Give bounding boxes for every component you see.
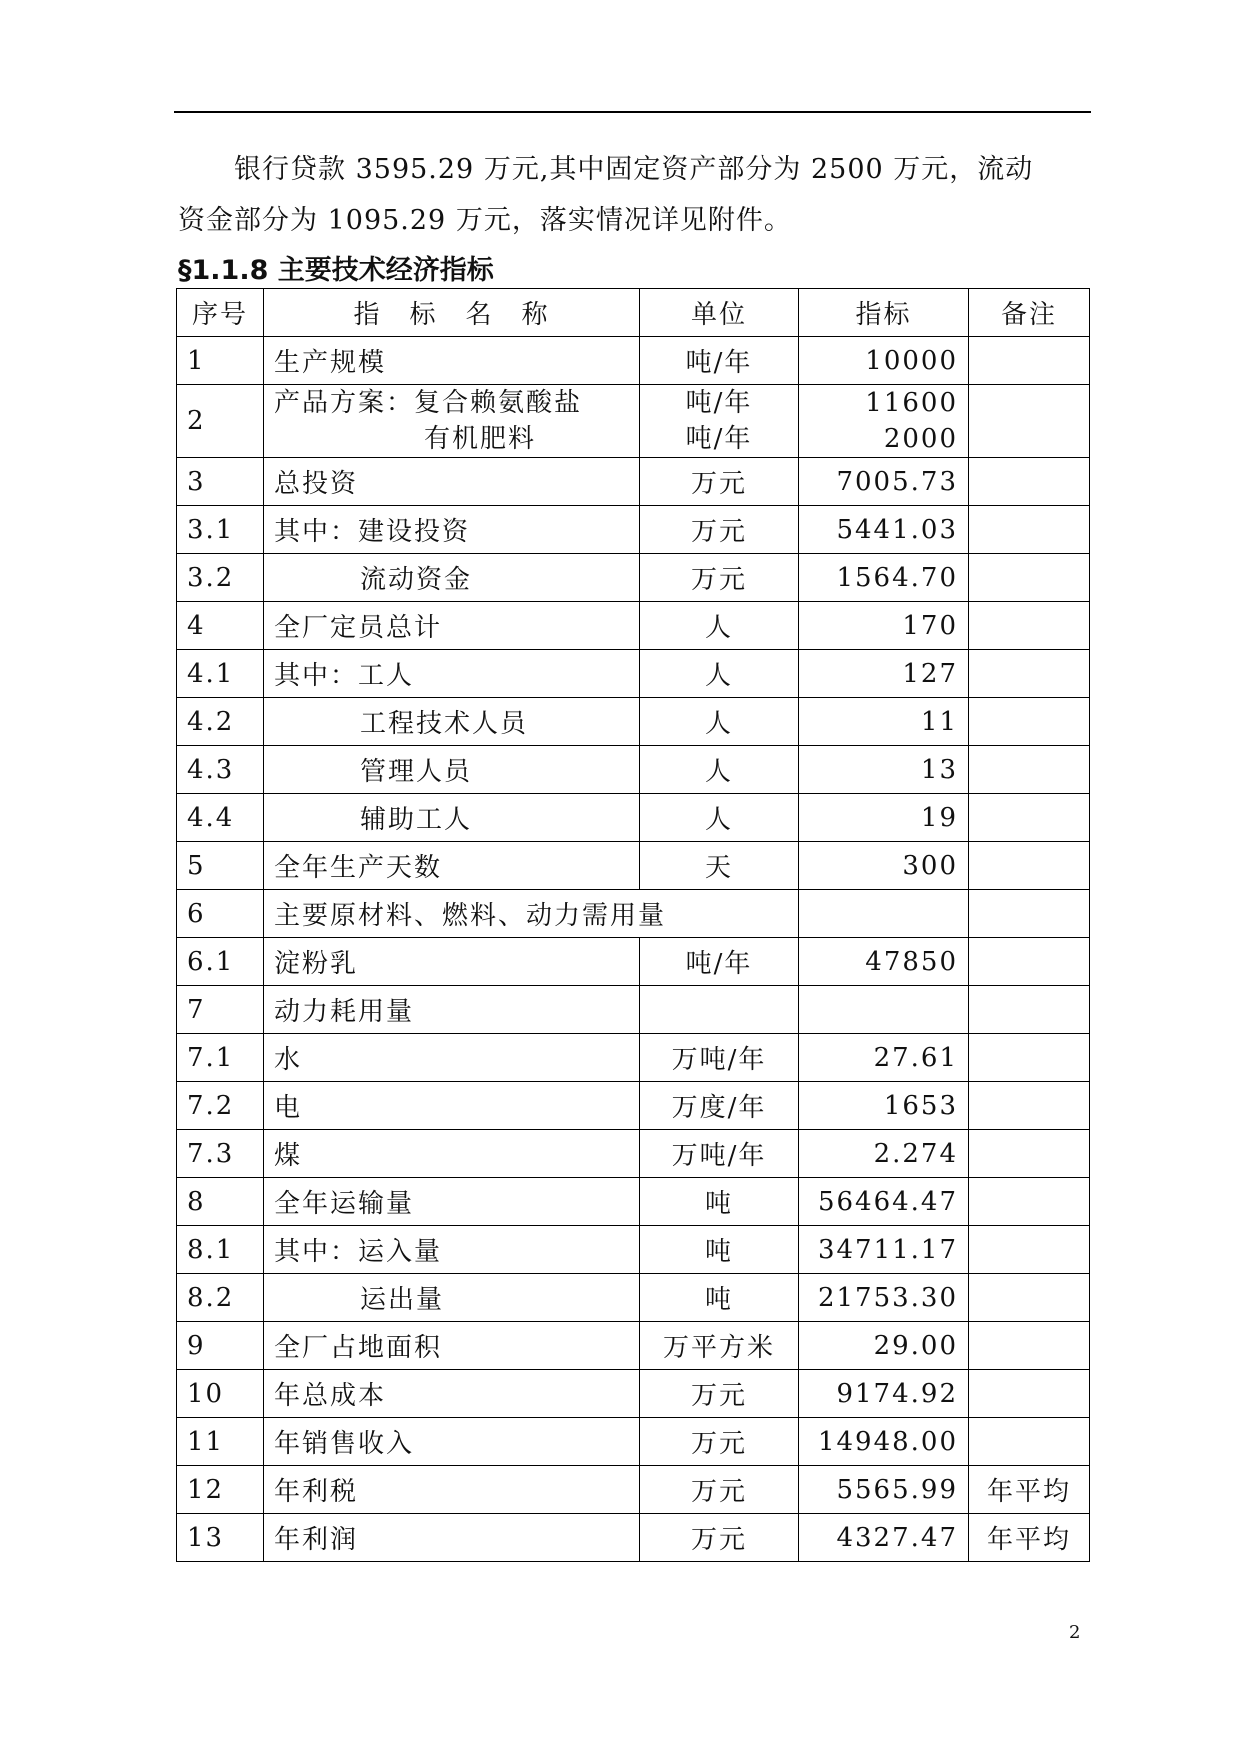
row-value: 56464.47 xyxy=(799,1178,969,1226)
row-name: 年利税 xyxy=(264,1466,640,1514)
row-unit xyxy=(640,385,799,458)
row-unit: 万吨/年 xyxy=(640,1034,799,1082)
table-row xyxy=(177,698,1090,746)
row-name: 辅助工人 xyxy=(264,794,640,842)
row-unit: 万平方米 xyxy=(640,1322,799,1370)
row-name: 煤 xyxy=(264,1130,640,1178)
row-value: 10000 xyxy=(799,337,969,385)
row-value xyxy=(799,986,969,1034)
row-note xyxy=(969,506,1090,554)
row-unit: 人 xyxy=(640,794,799,842)
table-row xyxy=(177,842,1090,890)
row-name: 运出量 xyxy=(264,1274,640,1322)
row-name: 流动资金 xyxy=(264,554,640,602)
intro-paragraph xyxy=(178,144,1093,246)
row-no: 7.3 xyxy=(177,1130,264,1178)
header-value: 指标 xyxy=(799,289,969,337)
row-unit: 吨/年 xyxy=(640,938,799,986)
row-value-line-2: 2000 xyxy=(883,424,958,454)
table-row xyxy=(177,890,1090,938)
row-name: 总投资 xyxy=(264,458,640,506)
row-name: 其中：工人 xyxy=(264,650,640,698)
row-unit: 人 xyxy=(640,602,799,650)
row-value xyxy=(799,385,969,458)
row-name: 电 xyxy=(264,1082,640,1130)
row-no: 1 xyxy=(177,337,264,385)
row-no: 6.1 xyxy=(177,938,264,986)
row-name: 年总成本 xyxy=(264,1370,640,1418)
row-no: 2 xyxy=(177,385,264,458)
paragraph-line-2: 资金部分为 1095.29 万元，落实情况详见附件。 xyxy=(178,205,792,236)
row-unit: 人 xyxy=(640,746,799,794)
table-row xyxy=(177,1466,1090,1514)
row-note xyxy=(969,842,1090,890)
row-name: 管理人员 xyxy=(264,746,640,794)
row-note xyxy=(969,1274,1090,1322)
row-value: 5565.99 xyxy=(799,1466,969,1514)
table-row xyxy=(177,938,1090,986)
row-name: 其中：运入量 xyxy=(264,1226,640,1274)
row-unit: 吨/年 xyxy=(640,337,799,385)
row-unit: 人 xyxy=(640,698,799,746)
spec-table xyxy=(176,288,1090,1562)
row-no: 8 xyxy=(177,1178,264,1226)
table-row xyxy=(177,1034,1090,1082)
row-note xyxy=(969,1034,1090,1082)
row-name: 淀粉乳 xyxy=(264,938,640,986)
row-value: 9174.92 xyxy=(799,1370,969,1418)
row-unit: 吨 xyxy=(640,1274,799,1322)
row-value: 11 xyxy=(799,698,969,746)
row-note xyxy=(969,602,1090,650)
table-row xyxy=(177,1274,1090,1322)
row-no: 3.2 xyxy=(177,554,264,602)
row-no: 4.4 xyxy=(177,794,264,842)
row-value: 13 xyxy=(799,746,969,794)
row-value: 170 xyxy=(799,602,969,650)
page-number: 2 xyxy=(1069,1622,1081,1643)
row-value: 47850 xyxy=(799,938,969,986)
row-name: 主要原材料、燃料、动力需用量 xyxy=(264,890,799,938)
row-note xyxy=(969,1322,1090,1370)
row-name: 全厂占地面积 xyxy=(264,1322,640,1370)
row-no: 6 xyxy=(177,890,264,938)
row-name: 工程技术人员 xyxy=(264,698,640,746)
row-value: 19 xyxy=(799,794,969,842)
table-row xyxy=(177,1178,1090,1226)
table-row xyxy=(177,794,1090,842)
row-value: 5441.03 xyxy=(799,506,969,554)
row-name: 全厂定员总计 xyxy=(264,602,640,650)
row-note xyxy=(969,890,1090,938)
table-row xyxy=(177,385,1090,458)
table-row xyxy=(177,1322,1090,1370)
row-no: 8.1 xyxy=(177,1226,264,1274)
header-rule xyxy=(174,111,1091,113)
row-unit: 万度/年 xyxy=(640,1082,799,1130)
row-note xyxy=(969,650,1090,698)
row-value: 29.00 xyxy=(799,1322,969,1370)
row-unit: 万元 xyxy=(640,1418,799,1466)
row-no: 11 xyxy=(177,1418,264,1466)
row-name-line-2: 有机肥料 xyxy=(424,424,537,454)
row-note xyxy=(969,746,1090,794)
table-row xyxy=(177,1226,1090,1274)
row-no: 4.2 xyxy=(177,698,264,746)
row-value: 4327.47 xyxy=(799,1514,969,1562)
row-note xyxy=(969,986,1090,1034)
row-unit: 天 xyxy=(640,842,799,890)
row-no: 3.1 xyxy=(177,506,264,554)
row-value: 21753.30 xyxy=(799,1274,969,1322)
table-row xyxy=(177,1418,1090,1466)
row-unit: 万吨/年 xyxy=(640,1130,799,1178)
row-value: 300 xyxy=(799,842,969,890)
row-note xyxy=(969,1418,1090,1466)
row-note xyxy=(969,698,1090,746)
row-no: 7.2 xyxy=(177,1082,264,1130)
row-unit: 吨 xyxy=(640,1226,799,1274)
row-no: 5 xyxy=(177,842,264,890)
row-unit: 万元 xyxy=(640,1466,799,1514)
row-value: 27.61 xyxy=(799,1034,969,1082)
row-value: 2.274 xyxy=(799,1130,969,1178)
row-unit-line-1: 吨/年 xyxy=(685,388,753,418)
row-unit: 人 xyxy=(640,650,799,698)
row-unit: 吨 xyxy=(640,1178,799,1226)
row-note xyxy=(969,1130,1090,1178)
row-note: 年平均 xyxy=(969,1514,1090,1562)
row-value: 1564.70 xyxy=(799,554,969,602)
table-row xyxy=(177,602,1090,650)
row-note xyxy=(969,337,1090,385)
row-no: 7.1 xyxy=(177,1034,264,1082)
row-note: 年平均 xyxy=(969,1466,1090,1514)
table-row xyxy=(177,458,1090,506)
table-row xyxy=(177,1082,1090,1130)
table-row xyxy=(177,337,1090,385)
table-row xyxy=(177,1130,1090,1178)
row-unit: 万元 xyxy=(640,1370,799,1418)
row-unit: 万元 xyxy=(640,554,799,602)
row-name xyxy=(264,385,640,458)
row-name: 其中：建设投资 xyxy=(264,506,640,554)
row-value: 34711.17 xyxy=(799,1226,969,1274)
header-note: 备注 xyxy=(969,289,1090,337)
row-unit: 万元 xyxy=(640,506,799,554)
table-row xyxy=(177,506,1090,554)
table-header-row xyxy=(177,289,1090,337)
header-unit: 单位 xyxy=(640,289,799,337)
row-no: 4.1 xyxy=(177,650,264,698)
row-name: 年利润 xyxy=(264,1514,640,1562)
row-note xyxy=(969,1226,1090,1274)
paragraph-line-1: 银行贷款 3595.29 万元,其中固定资产部分为 2500 万元，流动 xyxy=(234,154,1034,185)
header-name: 指 标 名 称 xyxy=(264,289,640,337)
row-no: 12 xyxy=(177,1466,264,1514)
table-row xyxy=(177,746,1090,794)
row-note xyxy=(969,554,1090,602)
row-value: 1653 xyxy=(799,1082,969,1130)
row-unit-line-2: 吨/年 xyxy=(685,424,753,454)
row-no: 10 xyxy=(177,1370,264,1418)
row-note xyxy=(969,794,1090,842)
row-note xyxy=(969,1178,1090,1226)
row-no: 8.2 xyxy=(177,1274,264,1322)
header-no: 序号 xyxy=(177,289,264,337)
row-no: 3 xyxy=(177,458,264,506)
row-value: 7005.73 xyxy=(799,458,969,506)
table-row xyxy=(177,1370,1090,1418)
row-note xyxy=(969,938,1090,986)
row-note xyxy=(969,458,1090,506)
row-no: 9 xyxy=(177,1322,264,1370)
row-no: 4 xyxy=(177,602,264,650)
row-name: 动力耗用量 xyxy=(264,986,640,1034)
row-no: 7 xyxy=(177,986,264,1034)
row-unit: 万元 xyxy=(640,1514,799,1562)
row-name: 全年生产天数 xyxy=(264,842,640,890)
row-no: 4.3 xyxy=(177,746,264,794)
row-name: 年销售收入 xyxy=(264,1418,640,1466)
table-row xyxy=(177,650,1090,698)
row-name: 水 xyxy=(264,1034,640,1082)
section-title: §1.1.8 主要技术经济指标 xyxy=(178,255,494,286)
row-no: 13 xyxy=(177,1514,264,1562)
row-value-line-1: 11600 xyxy=(865,388,958,418)
row-note xyxy=(969,1082,1090,1130)
row-name-line-1: 产品方案：复合赖氨酸盐 xyxy=(274,388,583,418)
row-unit: 万元 xyxy=(640,458,799,506)
table-row xyxy=(177,1514,1090,1562)
table-row xyxy=(177,554,1090,602)
table-row xyxy=(177,986,1090,1034)
row-value xyxy=(799,890,969,938)
row-value: 127 xyxy=(799,650,969,698)
row-note xyxy=(969,385,1090,458)
row-name: 生产规模 xyxy=(264,337,640,385)
row-value: 14948.00 xyxy=(799,1418,969,1466)
row-unit xyxy=(640,986,799,1034)
row-note xyxy=(969,1370,1090,1418)
row-name: 全年运输量 xyxy=(264,1178,640,1226)
